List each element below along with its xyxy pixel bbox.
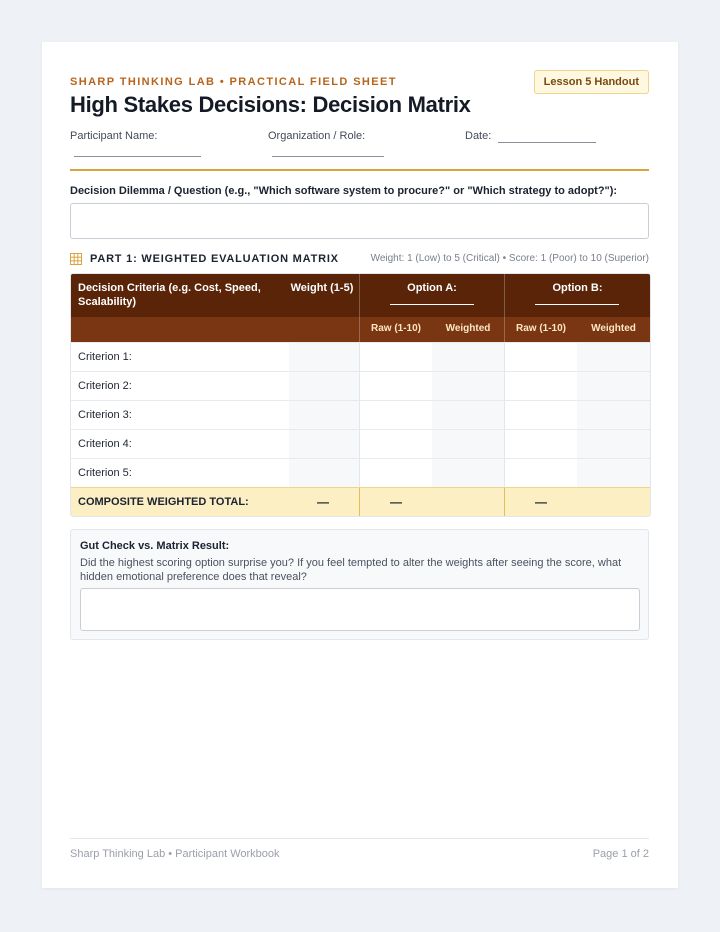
row-separator-b	[504, 459, 505, 488]
total-weight-value: —	[317, 495, 329, 509]
row-separator-b	[504, 372, 505, 401]
table-row	[71, 371, 650, 401]
option-a-weighted-cell[interactable]	[432, 343, 504, 372]
composite-total-row	[71, 487, 650, 517]
row-separator-a	[359, 430, 360, 459]
option-a-header: Option A:	[407, 282, 457, 294]
footer-divider	[70, 838, 649, 839]
row-separator-a	[359, 372, 360, 401]
page-number: Page 1 of 2	[592, 848, 649, 860]
row-separator-a	[359, 401, 360, 430]
eyebrow-label: SHARP THINKING LAB • PRACTICAL FIELD SHEET	[70, 76, 397, 88]
scale-note: Weight: 1 (Low) to 5 (Critical) • Score: 1 (Poor) to 10 (Superior)	[370, 253, 649, 264]
row-separator-a	[359, 459, 360, 488]
organization-role-field[interactable]	[268, 130, 365, 142]
row-separator-b	[504, 343, 505, 372]
option-a-weighted-cell[interactable]	[432, 430, 504, 459]
gut-check-title: Gut Check vs. Matrix Result:	[80, 540, 230, 552]
total-separator-b	[504, 488, 505, 517]
dilemma-label: Decision Dilemma / Question (e.g., "Which software system to procure?" or "Which strategy to adopt?"):	[70, 185, 618, 197]
total-separator-a	[359, 488, 360, 517]
criterion-label: Criterion 1:	[78, 351, 132, 363]
row-separator-b	[504, 401, 505, 430]
evaluation-matrix	[70, 273, 651, 517]
footer-workbook-label: Sharp Thinking Lab • Participant Workbook	[70, 848, 280, 860]
composite-total-label: COMPOSITE WEIGHTED TOTAL:	[78, 496, 249, 508]
matrix-subheader-row	[71, 317, 650, 342]
weight-cell[interactable]	[289, 430, 359, 459]
option-a-weighted-cell[interactable]	[432, 401, 504, 430]
option-a-total-value: —	[390, 495, 402, 509]
header-divider	[70, 169, 649, 171]
grid-icon	[70, 253, 82, 265]
criterion-label: Criterion 2:	[78, 380, 132, 392]
gut-check-input[interactable]	[80, 588, 640, 631]
option-b-weighted-cell[interactable]	[577, 372, 650, 401]
participant-fields	[70, 130, 649, 160]
criterion-label: Criterion 4:	[78, 438, 132, 450]
option-a-weighted-header: Weighted	[445, 323, 491, 334]
criterion-label: Criterion 3:	[78, 409, 132, 421]
gut-check-panel	[70, 529, 649, 640]
weight-column-header: Weight (1-5)	[290, 282, 354, 294]
table-row	[71, 429, 650, 459]
option-b-total-value: —	[535, 495, 547, 509]
option-b-weighted-cell[interactable]	[577, 401, 650, 430]
date-field[interactable]	[465, 130, 491, 142]
option-a-weighted-cell[interactable]	[432, 459, 504, 488]
option-a-raw-header: Raw (1-10)	[370, 323, 421, 334]
table-row	[71, 342, 650, 372]
option-a-weighted-cell[interactable]	[432, 372, 504, 401]
criterion-label: Criterion 5:	[78, 467, 132, 479]
matrix-header-row	[71, 274, 650, 317]
lesson-badge: Lesson 5 Handout	[534, 70, 649, 94]
organization-role-line	[272, 156, 384, 157]
handout-sheet	[42, 42, 678, 888]
option-b-weighted-cell[interactable]	[577, 343, 650, 372]
dilemma-input[interactable]	[70, 203, 649, 239]
option-a-name-line[interactable]	[390, 304, 474, 305]
organization-role-label: Organization / Role:	[268, 130, 366, 142]
date-label: Date:	[465, 130, 492, 142]
gut-check-prompt: Did the highest scoring option surprise you? If you feel tempted to alter the weights after seeing the score, what hidden emotional preference does that reveal?	[80, 557, 622, 583]
page-title: High Stakes Decisions: Decision Matrix	[70, 92, 471, 117]
participant-name-label: Participant Name:	[70, 130, 158, 142]
table-row	[71, 400, 650, 430]
criteria-column-header: Decision Criteria (e.g. Cost, Speed, Scalability)	[78, 282, 261, 308]
option-b-weighted-cell[interactable]	[577, 459, 650, 488]
row-separator-b	[504, 430, 505, 459]
participant-name-field[interactable]	[70, 130, 157, 142]
option-b-weighted-cell[interactable]	[577, 430, 650, 459]
row-separator-a	[359, 343, 360, 372]
table-row	[71, 458, 650, 488]
date-line	[498, 142, 596, 143]
part1-header	[70, 252, 649, 268]
weight-cell[interactable]	[289, 372, 359, 401]
option-b-weighted-header: Weighted	[591, 323, 636, 334]
weight-cell[interactable]	[289, 343, 359, 372]
part1-title: PART 1: WEIGHTED EVALUATION MATRIX	[90, 253, 339, 265]
weight-cell[interactable]	[289, 459, 359, 488]
option-b-name-line[interactable]	[535, 304, 619, 305]
participant-name-line	[74, 156, 201, 157]
option-b-raw-header: Raw (1-10)	[515, 323, 566, 334]
weight-cell[interactable]	[289, 401, 359, 430]
option-b-header: Option B:	[552, 282, 603, 294]
